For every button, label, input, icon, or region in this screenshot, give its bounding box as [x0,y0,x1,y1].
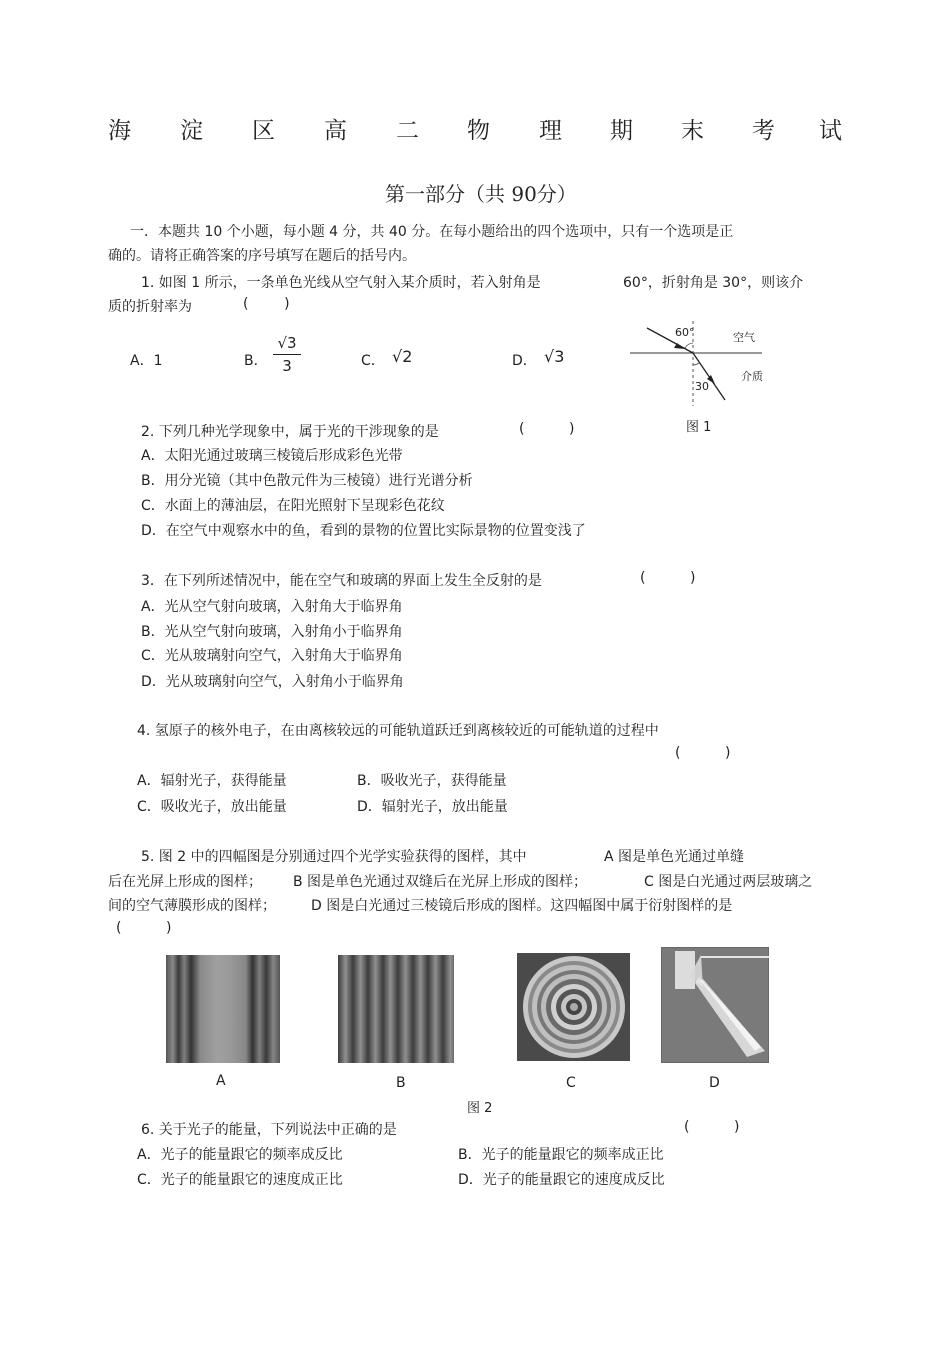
q6-option-c: C．光子的能量跟它的速度成正比 [137,1172,343,1188]
q5-stem-line2-c: C 图是白光通过两层玻璃之 [644,874,813,890]
thin-film-rings-image [517,953,630,1061]
q3-option-b: B．光从空气射向玻璃，入射角小于临界角 [141,624,403,640]
q1-stem-part1: 1. 如图 1 所示，一条单色光线从空气射入某介质时，若入射角是 [141,275,541,291]
q4-option-c: C．吸收光子，放出能量 [137,799,287,815]
answer-bracket[interactable]: ( ) [640,570,696,586]
q1-stem-line2: 质的折射率为 [108,299,192,315]
figure-label-b: B [396,1075,406,1091]
section-heading: 第一部分（共 90分） [385,182,577,206]
q3-option-a: A．光从空气射向玻璃，入射角大于临界角 [141,599,403,615]
intro-line-1: 一．本题共 10 个小题，每小题 4 分，共 40 分。在每小题给出的四个选项中，只有一个选项是正 [130,224,734,240]
air-label: 空气 [733,331,755,344]
title-char: 物 [467,118,490,144]
figure-1-caption: 图 1 [686,420,712,435]
answer-bracket[interactable]: ( ) [684,1119,740,1135]
q1-option-d-value: √3 [544,347,565,366]
q5-stem-part2: A 图是单色光通过单缝 [604,849,745,865]
q4-option-a: A．辐射光子，获得能量 [137,773,287,789]
refraction-angle-arc [693,363,699,365]
title-char: 海 [108,118,131,144]
q3-option-d: D．光从玻璃射向空气，入射角小于临界角 [141,674,404,690]
q2-stem: 2. 下列几种光学现象中，属于光的干涉现象的是 [141,424,439,440]
title-char: 二 [396,118,419,144]
q4-stem: 4. 氢原子的核外电子，在由离核较远的可能轨道跃迁到离核较近的可能轨道的过程中 [137,723,659,739]
q6-option-b: B．光子的能量跟它的频率成正比 [458,1147,664,1163]
q1-option-b-fraction [273,334,301,375]
figure-label-d: D [709,1075,720,1091]
title-char: 理 [539,118,562,144]
q2-option-b: B．用分光镜（其中色散元件为三棱镜）进行光谱分析 [141,473,473,489]
q3-option-c: C．光从玻璃射向空气，入射角大于临界角 [141,648,403,664]
fraction-numerator: √3 [273,334,301,355]
title-char: 试 [819,118,842,144]
title-char: 考 [752,118,775,144]
title-char: 高 [324,118,347,144]
q2-option-d: D．在空气中观察水中的鱼，看到的景物的位置比实际景物的位置变浅了 [141,523,586,539]
q6-option-d: D．光子的能量跟它的速度成反比 [458,1172,665,1188]
q4-option-d: D．辐射光子，放出能量 [357,799,508,815]
q5-stem-line3-b: D 图是白光通过三棱镜后形成的图样。这四幅图中属于衍射图样的是 [311,898,733,914]
answer-bracket[interactable]: ( ) [675,745,731,761]
title-char: 区 [252,118,275,144]
q5-stem-part1: 5. 图 2 中的四幅图是分别通过四个光学实验获得的图样，其中 [141,849,527,865]
prism-dispersion-image [661,947,769,1063]
medium-label: 介质 [741,370,763,383]
answer-bracket[interactable]: ( ) [519,421,575,437]
q4-option-b: B．吸收光子，获得能量 [357,773,507,789]
q1-option-d-label: D． [512,353,537,369]
incident-angle-label: 60° [675,326,695,339]
title-char: 期 [610,118,633,144]
figure-label-c: C [566,1075,576,1091]
q6-option-a: A．光子的能量跟它的频率成反比 [137,1147,343,1163]
q3-stem: 3．在下列所述情况中，能在空气和玻璃的界面上发生全反射的是 [141,573,542,589]
q2-option-a: A．太阳光通过玻璃三棱镜后形成彩色光带 [141,448,403,464]
q2-option-c: C．水面上的薄油层，在阳光照射下呈现彩色花纹 [141,498,445,514]
answer-bracket[interactable]: ( ) [243,296,290,312]
title-char: 末 [681,118,704,144]
refraction-angle-label: 30 [695,380,709,393]
q1-option-c-value: √2 [392,347,413,366]
refraction-diagram [625,318,770,410]
q5-stem-line2-a: 后在光屏上形成的图样； [108,874,262,890]
q5-stem-line2-b: B 图是单色光通过双缝后在光屏上形成的图样； [293,874,588,890]
q1-option-c-label: C． [361,353,385,369]
q1-option-a: A．1 [130,353,163,369]
fraction-denominator: 3 [282,357,292,375]
answer-bracket[interactable]: ( ) [116,920,172,936]
intro-line-2: 确的。请将正确答案的序号填写在题后的括号内。 [108,248,416,264]
figure-label-a: A [216,1073,226,1089]
q1-option-b-label: B． [244,353,268,369]
q5-stem-line3-a: 间的空气薄膜形成的图样； [108,898,276,914]
single-slit-pattern-image [166,955,280,1063]
q1-stem-part2: 60°，折射角是 30°，则该介 [623,275,804,291]
title-char: 淀 [180,118,203,144]
q6-stem: 6. 关于光子的能量，下列说法中正确的是 [141,1122,397,1138]
double-slit-pattern-image [338,955,454,1063]
figure-2-caption: 图 2 [467,1101,493,1116]
incident-angle-arc [685,343,693,348]
